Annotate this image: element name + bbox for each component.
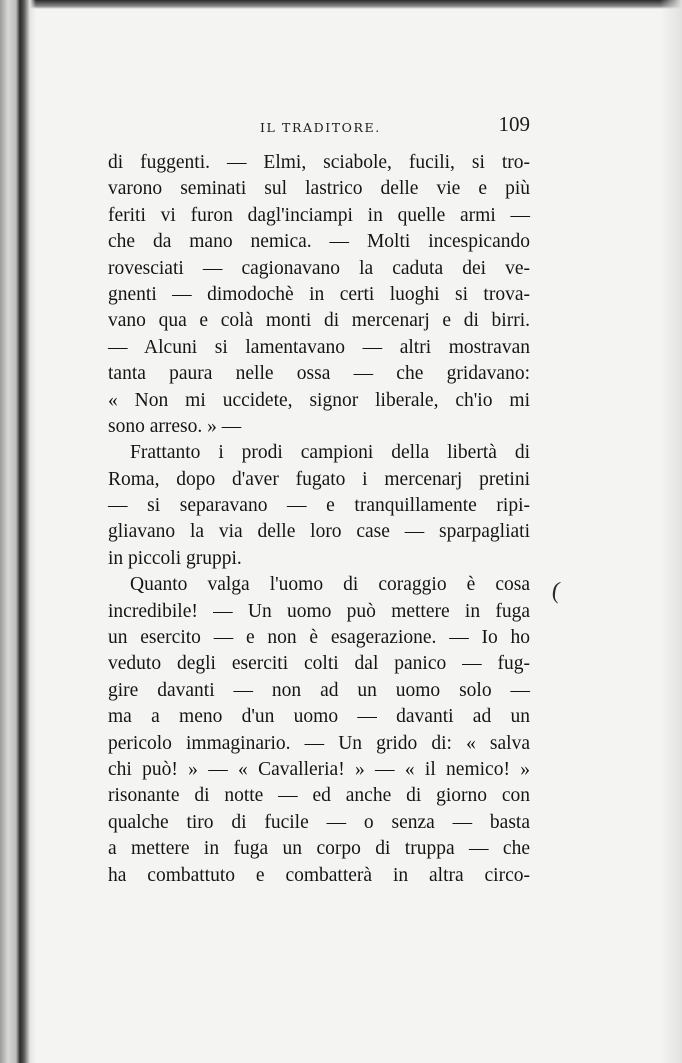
text-line: ha combattuto e combatterà in altra circo- — [108, 864, 530, 886]
text-line: a mettere in fuga un corpo di truppa — che — [108, 838, 530, 860]
text-line: — Alcuni si lamentavano — altri mostravan — [108, 336, 530, 358]
text-line: rovesciati — cagionavano la caduta dei ve- — [108, 257, 530, 279]
text-line: di fuggenti. — Elmi, sciabole, fucili, si tro- — [108, 152, 530, 173]
text-line: pericolo immaginario. — Un grido di: « salva — [108, 732, 530, 754]
text-line: che da mano nemica. — Molti incespicando — [108, 231, 530, 253]
text-line: risonante di notte — ed anche di giorno con — [108, 785, 530, 807]
text-line: Roma, dopo d'aver fugato i mercenarj pretini — [108, 468, 530, 490]
text-line: veduto degli eserciti colti dal panico — fug- — [108, 653, 530, 675]
text-line: — si separavano — e tranquillamente ripi- — [108, 495, 530, 517]
page-right-shade — [660, 0, 682, 1063]
body-text — [108, 150, 530, 889]
text-line: qualche tiro di fucile — o senza — basta — [108, 811, 530, 833]
running-head: IL TRADITORE. — [260, 120, 381, 135]
margin-mark: ( — [550, 577, 562, 605]
page-top-edge — [0, 0, 682, 9]
paragraph-start-line: Quanto valga l'uomo di coraggio è cosa — [130, 574, 530, 596]
page-number: 109 — [498, 112, 530, 136]
text-line: « Non mi uccidete, signor liberale, ch'io mi — [108, 389, 530, 411]
text-line: in piccoli gruppi. — [108, 547, 242, 569]
page-header — [108, 112, 530, 142]
text-line: gire davanti — non ad un uomo solo — — [108, 679, 530, 701]
text-line: ma a meno d'un uomo — davanti ad un — [108, 706, 530, 728]
text-line: tanta paura nelle ossa — che gridavano: — [108, 363, 530, 385]
text-line: incredibile! — Un uomo può mettere in fuga — [108, 600, 530, 622]
text-line: varono seminati sul lastrico delle vie e più — [108, 178, 530, 200]
text-line: un esercito — e non è esagerazione. — Io ho — [108, 627, 530, 649]
text-line: gliavano la via delle loro case — sparpagliati — [108, 521, 530, 543]
text-line: gnenti — dimodochè in certi luoghi si trova- — [108, 283, 530, 305]
text-line: sono arreso. » — — [108, 415, 242, 437]
text-line: vano qua e colà monti di mercenarj e di birri. — [108, 310, 530, 332]
text-line: feriti vi furon dagl'inciampi in quelle armi — — [108, 204, 530, 226]
text-line: chi può! » — « Cavalleria! » — « il nemico! » — [108, 758, 530, 780]
paragraph-start-line: Frattanto i prodi campioni della libertà di — [130, 442, 530, 464]
book-gutter — [0, 0, 36, 1063]
